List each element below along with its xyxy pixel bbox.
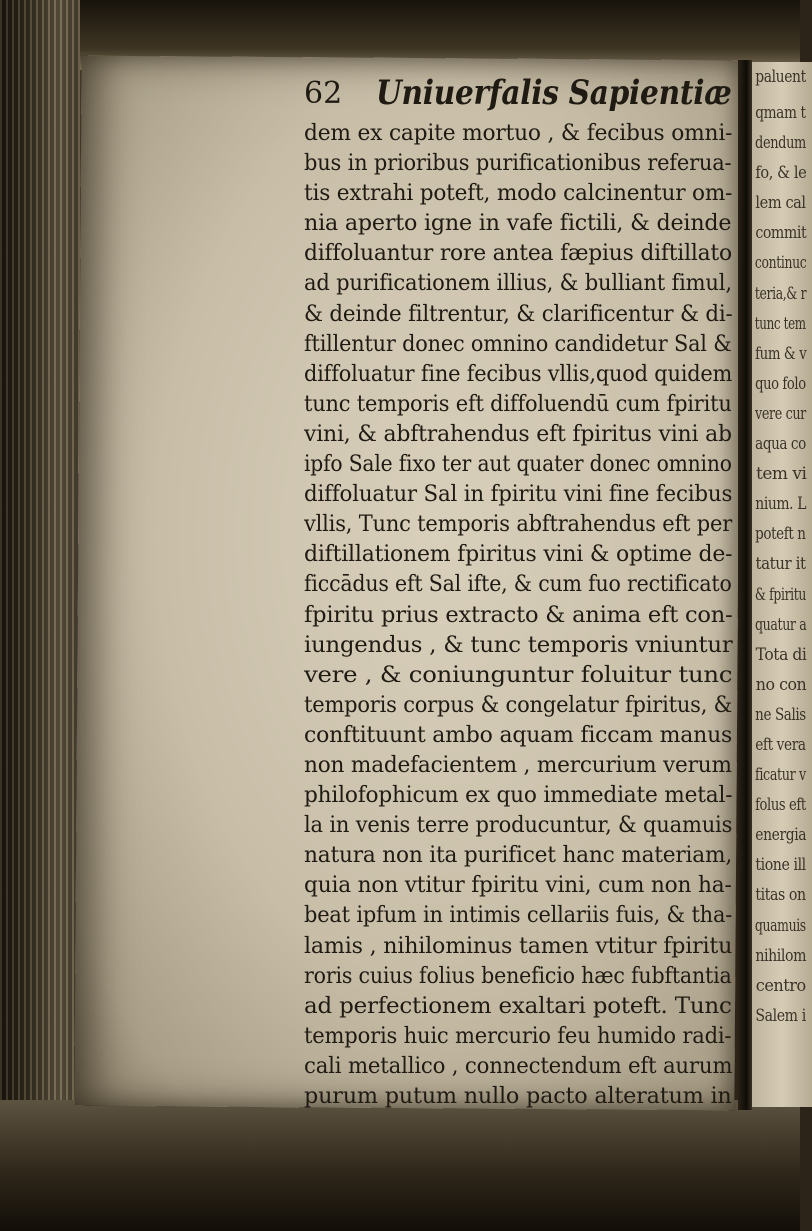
text-line: temporis huic mercurio feu humido radi- bbox=[304, 1023, 732, 1049]
facing-line: vere cur bbox=[755, 403, 806, 424]
facing-line: titas on bbox=[755, 885, 806, 906]
facing-line: paluent bbox=[755, 67, 806, 87]
text-line: cali metallico , connectendum eft aurum bbox=[304, 1053, 733, 1079]
facing-line: qmam t bbox=[755, 103, 806, 123]
facing-line: poteft n bbox=[755, 524, 806, 545]
text-line: beat ipfum in intimis cellariis fuis, & tha- bbox=[304, 903, 733, 929]
facing-line: fo, & le bbox=[755, 163, 807, 184]
text-line: conftituunt ambo aquam ficcam manus bbox=[304, 722, 733, 748]
facing-line: ne Salis bbox=[755, 704, 806, 725]
page-header bbox=[304, 72, 734, 118]
text-line: vllis, Tunc temporis abftrahendus eft per bbox=[304, 512, 733, 538]
text-line: tunc temporis eft diffoluendū cum fpiritu bbox=[304, 391, 732, 417]
page-bottom-shadow bbox=[0, 1100, 800, 1231]
facing-line: folus eft bbox=[755, 795, 806, 816]
facing-line: commit bbox=[755, 223, 807, 244]
text-line: temporis corpus & congelatur fpiritus, & bbox=[304, 692, 733, 718]
facing-line: ficatur v bbox=[755, 765, 806, 786]
text-line: diffoluantur rore antea fæpius diftillato bbox=[304, 241, 732, 267]
text-line: quia non vtitur fpiritu vini, cum non ha- bbox=[304, 873, 732, 899]
facing-line: eft vera bbox=[755, 734, 806, 755]
running-title: Uniuerfalis Sapientiæ bbox=[376, 73, 732, 113]
text-line: iungendus , & tunc temporis vniuntur bbox=[304, 632, 733, 658]
text-line: ficcādus eft Sal ifte, & cum fuo rectificato bbox=[304, 572, 732, 598]
text-line: lamis , nihilominus tamen vtitur fpiritu bbox=[304, 933, 733, 959]
text-line: philofophicum ex quo immediate metal- bbox=[304, 783, 733, 809]
page-number: 62 bbox=[304, 76, 343, 111]
text-line: roris cuius folius beneficio hæc fubftantia bbox=[304, 963, 732, 989]
text-line: ad perfectionem exaltari poteft. Tunc bbox=[304, 993, 732, 1019]
text-line: bus in prioribus purificationibus referua- bbox=[304, 151, 732, 177]
text-line: natura non ita purificet hanc materiam, bbox=[304, 843, 733, 869]
facing-line: no con bbox=[755, 674, 807, 695]
facing-line: teria,& r bbox=[754, 283, 807, 304]
book-gutter bbox=[738, 60, 752, 1110]
facing-line: fum & v bbox=[755, 343, 807, 364]
facing-line: nium. L bbox=[755, 494, 807, 515]
text-line: non madefacientem , mercurium verum bbox=[304, 752, 732, 778]
text-line: & deinde filtrentur, & clarificentur & di- bbox=[304, 301, 733, 327]
facing-line: lem cal bbox=[755, 193, 806, 214]
facing-line: energia bbox=[755, 825, 807, 846]
facing-line: continuc bbox=[754, 253, 807, 274]
text-line: purum putum nullo pacto alteratum in bbox=[304, 1084, 732, 1109]
text-line: la in venis terre producuntur, & quamuis bbox=[304, 813, 733, 839]
text-line: ipfo Sale fixo ter aut quater donec omnino bbox=[304, 452, 732, 478]
facing-line: & fpiritu bbox=[754, 584, 807, 605]
facing-line: nihilom bbox=[755, 945, 807, 966]
facing-line: Tota di bbox=[755, 644, 807, 665]
text-line: dem ex capite mortuo , & fecibus omni- bbox=[304, 121, 733, 146]
facing-line: tem vi bbox=[756, 464, 807, 485]
text-line: vere , & coniunguntur foluitur tunc bbox=[304, 662, 733, 688]
text-line: ad purificationem illius, & bulliant fimul, bbox=[304, 271, 732, 297]
text-line: nia aperto igne in vafe fictili, & deinde bbox=[304, 211, 732, 237]
facing-line: quatur a bbox=[754, 614, 807, 635]
text-line: ftillentur donec omnino candidetur Sal & bbox=[304, 331, 732, 357]
body-text bbox=[304, 119, 734, 1112]
text-line: fpiritu prius extracto & anima eft con- bbox=[304, 602, 733, 628]
facing-line: dendum bbox=[755, 133, 806, 154]
facing-line: aqua co bbox=[755, 434, 806, 455]
facing-line: Salem i bbox=[755, 1005, 806, 1026]
text-line: diffoluatur fine fecibus vllis,quod quidem bbox=[304, 361, 733, 387]
text-line: diffoluatur Sal in fpiritu vini fine fecibus bbox=[304, 482, 733, 508]
facing-line: tunc tem bbox=[754, 313, 806, 334]
facing-line: quo folo bbox=[755, 373, 806, 394]
text-line: tis extrahi poteft, modo calcinentur om- bbox=[304, 181, 733, 207]
facing-line: quamuis bbox=[754, 915, 806, 936]
facing-line: tione ill bbox=[755, 855, 806, 876]
text-line: diftillationem fpiritus vini & optime de- bbox=[304, 542, 733, 568]
text-line: vini, & abftrahendus eft fpiritus vini ab bbox=[304, 421, 732, 447]
facing-line: centro bbox=[755, 975, 806, 996]
facing-line: tatur it bbox=[755, 554, 806, 575]
facing-page-edge bbox=[752, 62, 812, 1107]
